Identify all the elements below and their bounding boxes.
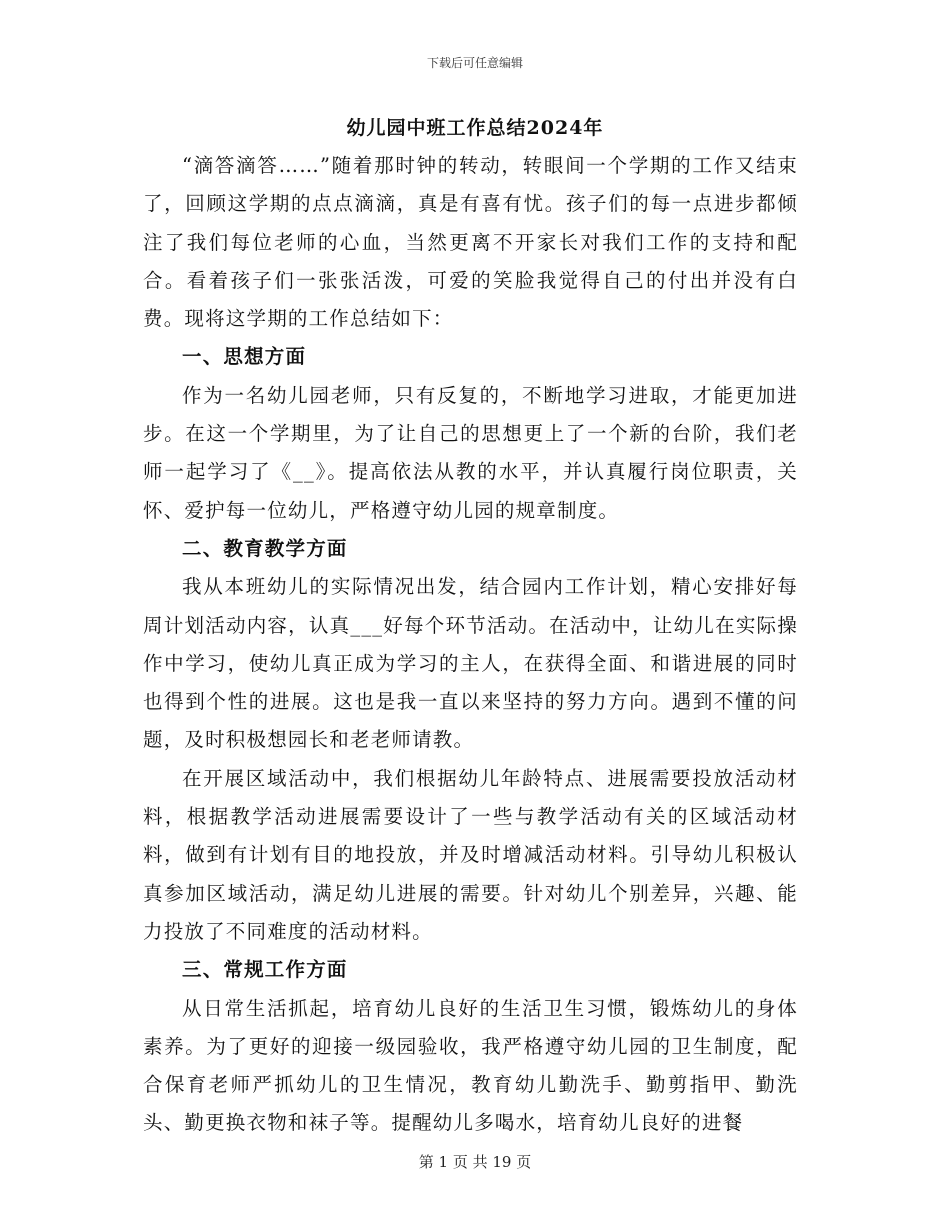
intro-paragraph: “滴答滴答……”随着那时钟的转动，转眼间一个学期的工作又结束了，回顾这学期的点点滴滴，真是有喜有忧。孩子们的每一点进步都倾注了我们每位老师的心血，当然更离不开家长对我们工作的支持和配合。看着孩子们一张张活泼，可爱的笑脸我觉得自己的付出并没有白费。现将这学期的工作总结如下： xyxy=(143,154,798,331)
document-title: 幼儿园中班工作总结2024年 xyxy=(346,117,604,139)
section-heading-routine: 三、常规工作方面 xyxy=(182,958,348,982)
paragraph-routine-1: 从日常生活抓起，培育幼儿良好的生活卫生习惯，锻炼幼儿的身体素养。为了更好的迎接一级园验收，我严格遵守幼儿园的卫生制度，配合保育老师严抓幼儿的卫生情况，教育幼儿勤洗手、勤剪指甲、勤洗头、勤更换衣物和袜子等。提醒幼儿多喝水，培育幼儿良好的进餐 xyxy=(143,996,798,1135)
document-body xyxy=(143,147,798,1143)
paragraph-teaching-2: 在开展区域活动中，我们根据幼儿年龄特点、进展需要投放活动材料，根据教学活动进展需要设计了一些与教学活动有关的区域活动材料，做到有计划有目的地投放，并及时增减活动材料。引导幼儿积极认真参加区域活动，满足幼儿进展的需要。针对幼儿个别差异，兴趣、能力投放了不同难度的活动材料。 xyxy=(143,766,798,943)
section-heading-teaching: 二、教育教学方面 xyxy=(182,536,348,560)
section-heading-thought: 一、思想方面 xyxy=(182,345,307,369)
page-indicator: 第 1 页 共 19 页 xyxy=(418,1153,532,1171)
download-note: 下载后可任意编辑 xyxy=(426,56,523,70)
paragraph-thought-1: 作为一名幼儿园老师，只有反复的，不断地学习进取，才能更加进步。在这一个学期里，为了让自己的思想更上了一个新的台阶，我们老师一起学习了《__》。提高依法从教的水平，并认真履行岗位职责，关怀、爱护每一位幼儿，严格遵守幼儿园的规章制度。 xyxy=(143,383,798,522)
paragraph-teaching-1: 我从本班幼儿的实际情况出发，结合园内工作计划，精心安排好每周计划活动内容，认真___好每个环节活动。在活动中，让幼儿在实际操作中学习，使幼儿真正成为学习的主人，在获得全面、和谐进展的同时也得到个性的进展。这也是我一直以来坚持的努力方向。遇到不懂的问题，及时积极想园长和老老师请教。 xyxy=(143,575,798,752)
